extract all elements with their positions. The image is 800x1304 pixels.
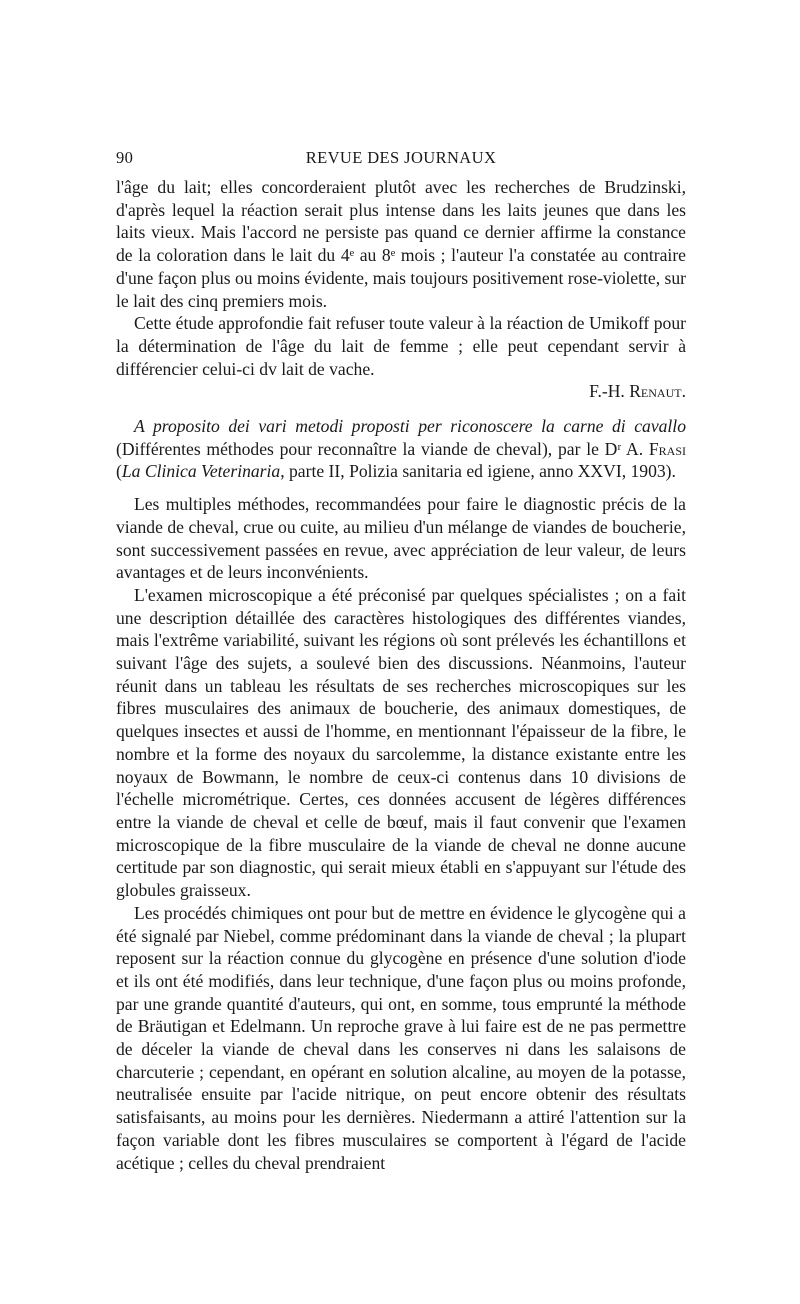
running-header — [116, 148, 686, 170]
article-heading — [116, 415, 686, 483]
signature-text: F.-H. Renaut. — [589, 381, 686, 402]
paragraph-methods-overview: Les multiples méthodes, recommandées pour faire le diagnostic précis de la viande de cheval, crue ou cuite, au milieu d'un mélange de viandes de boucherie, sont successivement passées en revue, avec appréciation de leur valeur, de leurs avantages et de leurs inconvénients. — [116, 494, 686, 583]
paragraph-continuation: l'âge du lait; elles concorderaient plutôt avec les recherches de Brudzinski, d'après lequel la réaction serait plus intense dans les laits jeunes que dans les laits vieux. Mais l'accord ne persiste pas quand ce dernier affirme la constance de la coloration dans le lait du 4ᵉ au 8ᵉ mois ; l'auteur l'a constatée au contraire d'une façon plus ou moins évidente, mais toujours positivement rose-violette, sur le lait des cinq premiers mois. — [116, 177, 686, 311]
article-title-italian: A proposito dei vari metodi proposti per riconoscere la carne di cavallo — [134, 416, 686, 437]
journal-page — [116, 148, 686, 1174]
reviewer-signature — [116, 380, 686, 403]
paragraph-chemical-methods: Les procédés chimiques ont pour but de mettre en évidence le glycogène qui a été signalé par Niebel, comme prédominant dans la viande de cheval ; la plupart reposent sur la réaction connue du glycogène en présence d'une solution d'iode et ils ont été modifiés, dans leur technique, d'une façon plus ou moins profonde, par une grande quantité d'auteurs, qui ont, en somme, tous emprunté la méthode de Bräutigan et Edelmann. Un reproche grave à lui faire est de ne pas permettre de déceler la viande de cheval dans les conserves ni dans les salaisons de charcuterie ; cependant, en opérant en solution alcaline, au moyen de la potasse, neutralisée ensuite par l'acide nitrique, on peut encore obtenir des résultats satisfaisants, au moins pour les dernières. Niedermann a attiré l'attention sur la façon variable dont les fibres musculaires se comportent à l'égard de l'acide acétique ; celles du cheval prendraient — [116, 902, 686, 1173]
author-prefix: Dʳ A. — [604, 438, 649, 459]
source-journal: La Clinica Veterinaria — [121, 461, 281, 482]
page-number: 90 — [116, 148, 134, 167]
paragraph-conclusion: Cette étude approfondie fait refuser toute valeur à la réaction de Umikoff pour la détermination de l'âge du lait de femme ; elle peut cependant servir à différencier celui-ci dv lait de vache. — [116, 313, 686, 379]
section-gap — [116, 483, 686, 493]
source-details: , parte II, Polizia sanitaria ed igiene, anno XXVI, 1903). — [280, 461, 676, 482]
paragraph-microscopic-exam: L'examen microscopique a été préconisé par quelques spécialistes ; on a fait une description détaillée des caractères histologiques des différentes viandes, mais l'extrême variabilité, suivant les régions où sont prélevés les échantillons et suivant l'âge des sujets, a soulevé bien des discussions. Néanmoins, l'auteur réunit dans un tableau les résultats de ses recherches microscopiques sur les fibres musculaires des animaux de boucherie, des animaux domestiques, de quelques insectes et aussi de l'homme, en mentionnant l'épaisseur de la fibre, le nombre et la forme des noyaux du sarcolemme, la distance existante entre les noyaux de Bowmann, le nombre de ceux-ci contenus dans 10 divisions de l'échelle micrométrique. Certes, ces données accusent de légères différences entre la viande de cheval et celle de bœuf, mais il faut convenir que l'examen microscopique de la fibre musculaire de la viande de cheval ne donne aucune certitude par son diagnostic, qui serait mieux établi en s'appuyant sur l'étude des globules graisseux. — [116, 584, 686, 901]
page-body — [116, 176, 686, 1174]
author-name: Frasi — [648, 438, 686, 459]
article-title-french: (Différentes méthodes pour reconnaître la viande de cheval), par le — [116, 438, 605, 459]
source-open: ( — [116, 461, 122, 482]
section-gap — [116, 403, 686, 415]
running-title: REVUE DES JOURNAUX — [305, 148, 497, 167]
